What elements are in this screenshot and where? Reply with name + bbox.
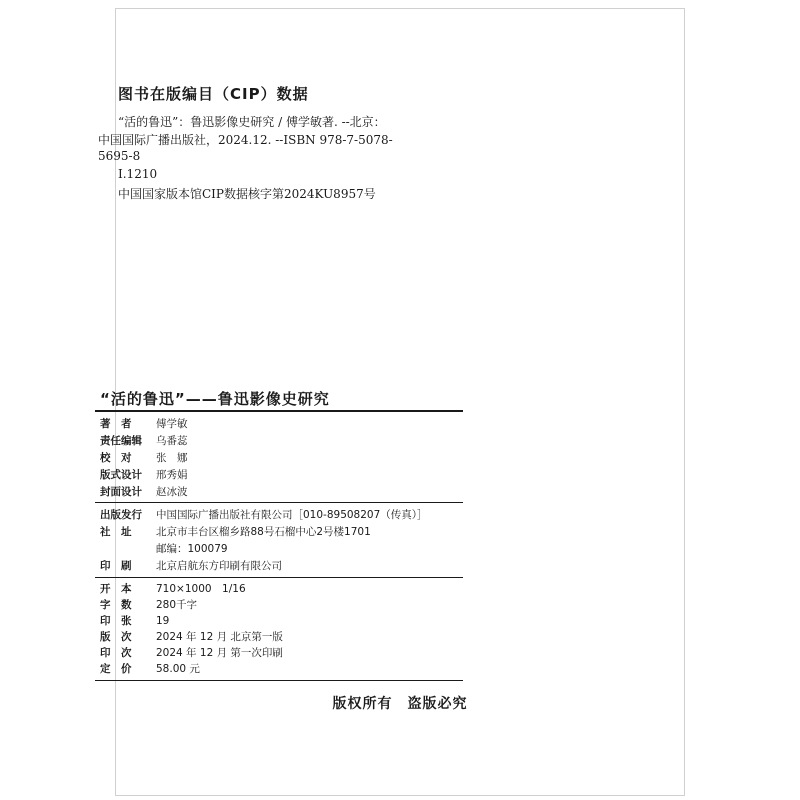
credit-value: 赵冰波 [156,486,188,498]
credit-value: 邢秀娟 [156,469,188,481]
cip-line-2: 中国国际广播出版社，2024.12. --ISBN 978-7-5078- [98,133,393,147]
rights-text: 版权所有 盗版必究 [332,696,468,712]
credit-label: 著 者 [100,418,132,430]
spec-label: 开 本 [100,583,132,595]
spec-label: 印 次 [100,647,132,659]
publisher-value: 邮编：100079 [156,543,228,555]
credit-label: 责任编辑 [100,435,142,447]
divider-credits [95,502,463,503]
credit-label: 校 对 [100,452,132,464]
publisher-label: 出版发行 [100,509,142,521]
spec-value: 19 [156,615,170,627]
spec-value: 2024 年 12 月 第一次印刷 [156,647,283,659]
spec-label: 版 次 [100,631,132,643]
divider-bottom [95,680,463,681]
rights-notice [0,693,800,713]
spec-label: 定 价 [100,663,132,675]
credit-value: 乌番蕊 [156,435,188,447]
publisher-value: 北京市丰台区榴乡路88号石榴中心2号楼1701 [156,526,371,538]
divider-top [95,410,463,412]
credit-label: 版式设计 [100,469,142,481]
publisher-value: 中国国际广播出版社有限公司［010-89508207（传真）］ [156,509,428,521]
publisher-label: 印 刷 [100,560,132,572]
spec-label: 字 数 [100,599,132,611]
credit-label: 封面设计 [100,486,142,498]
spec-value: 280千字 [156,599,198,611]
credit-value: 傅学敏 [156,418,188,430]
spec-value: 710×1000 1/16 [156,583,246,595]
spec-value: 2024 年 12 月 北京第一版 [156,631,283,643]
divider-publisher [95,577,463,578]
publisher-label: 社 址 [100,526,132,538]
spec-label: 印 张 [100,615,132,627]
credit-value: 张 娜 [156,452,188,464]
spec-value: 58.00 元 [156,663,200,675]
book-title: “活的鲁迅”——鲁迅影像史研究 [100,390,330,408]
cip-heading: 图书在版编目（CIP）数据 [118,85,309,103]
cip-line-3: 5695-8 [98,149,141,163]
cip-line-4: Ⅰ.1210 [118,167,158,181]
cip-line-5: 中国国家版本馆CIP数据核字第2024KU8957号 [118,187,376,201]
cip-line-1: “活的鲁迅”：鲁迅影像史研究 / 傅学敏著. --北京： [118,115,386,129]
publisher-value: 北京启航东方印刷有限公司 [156,560,282,572]
